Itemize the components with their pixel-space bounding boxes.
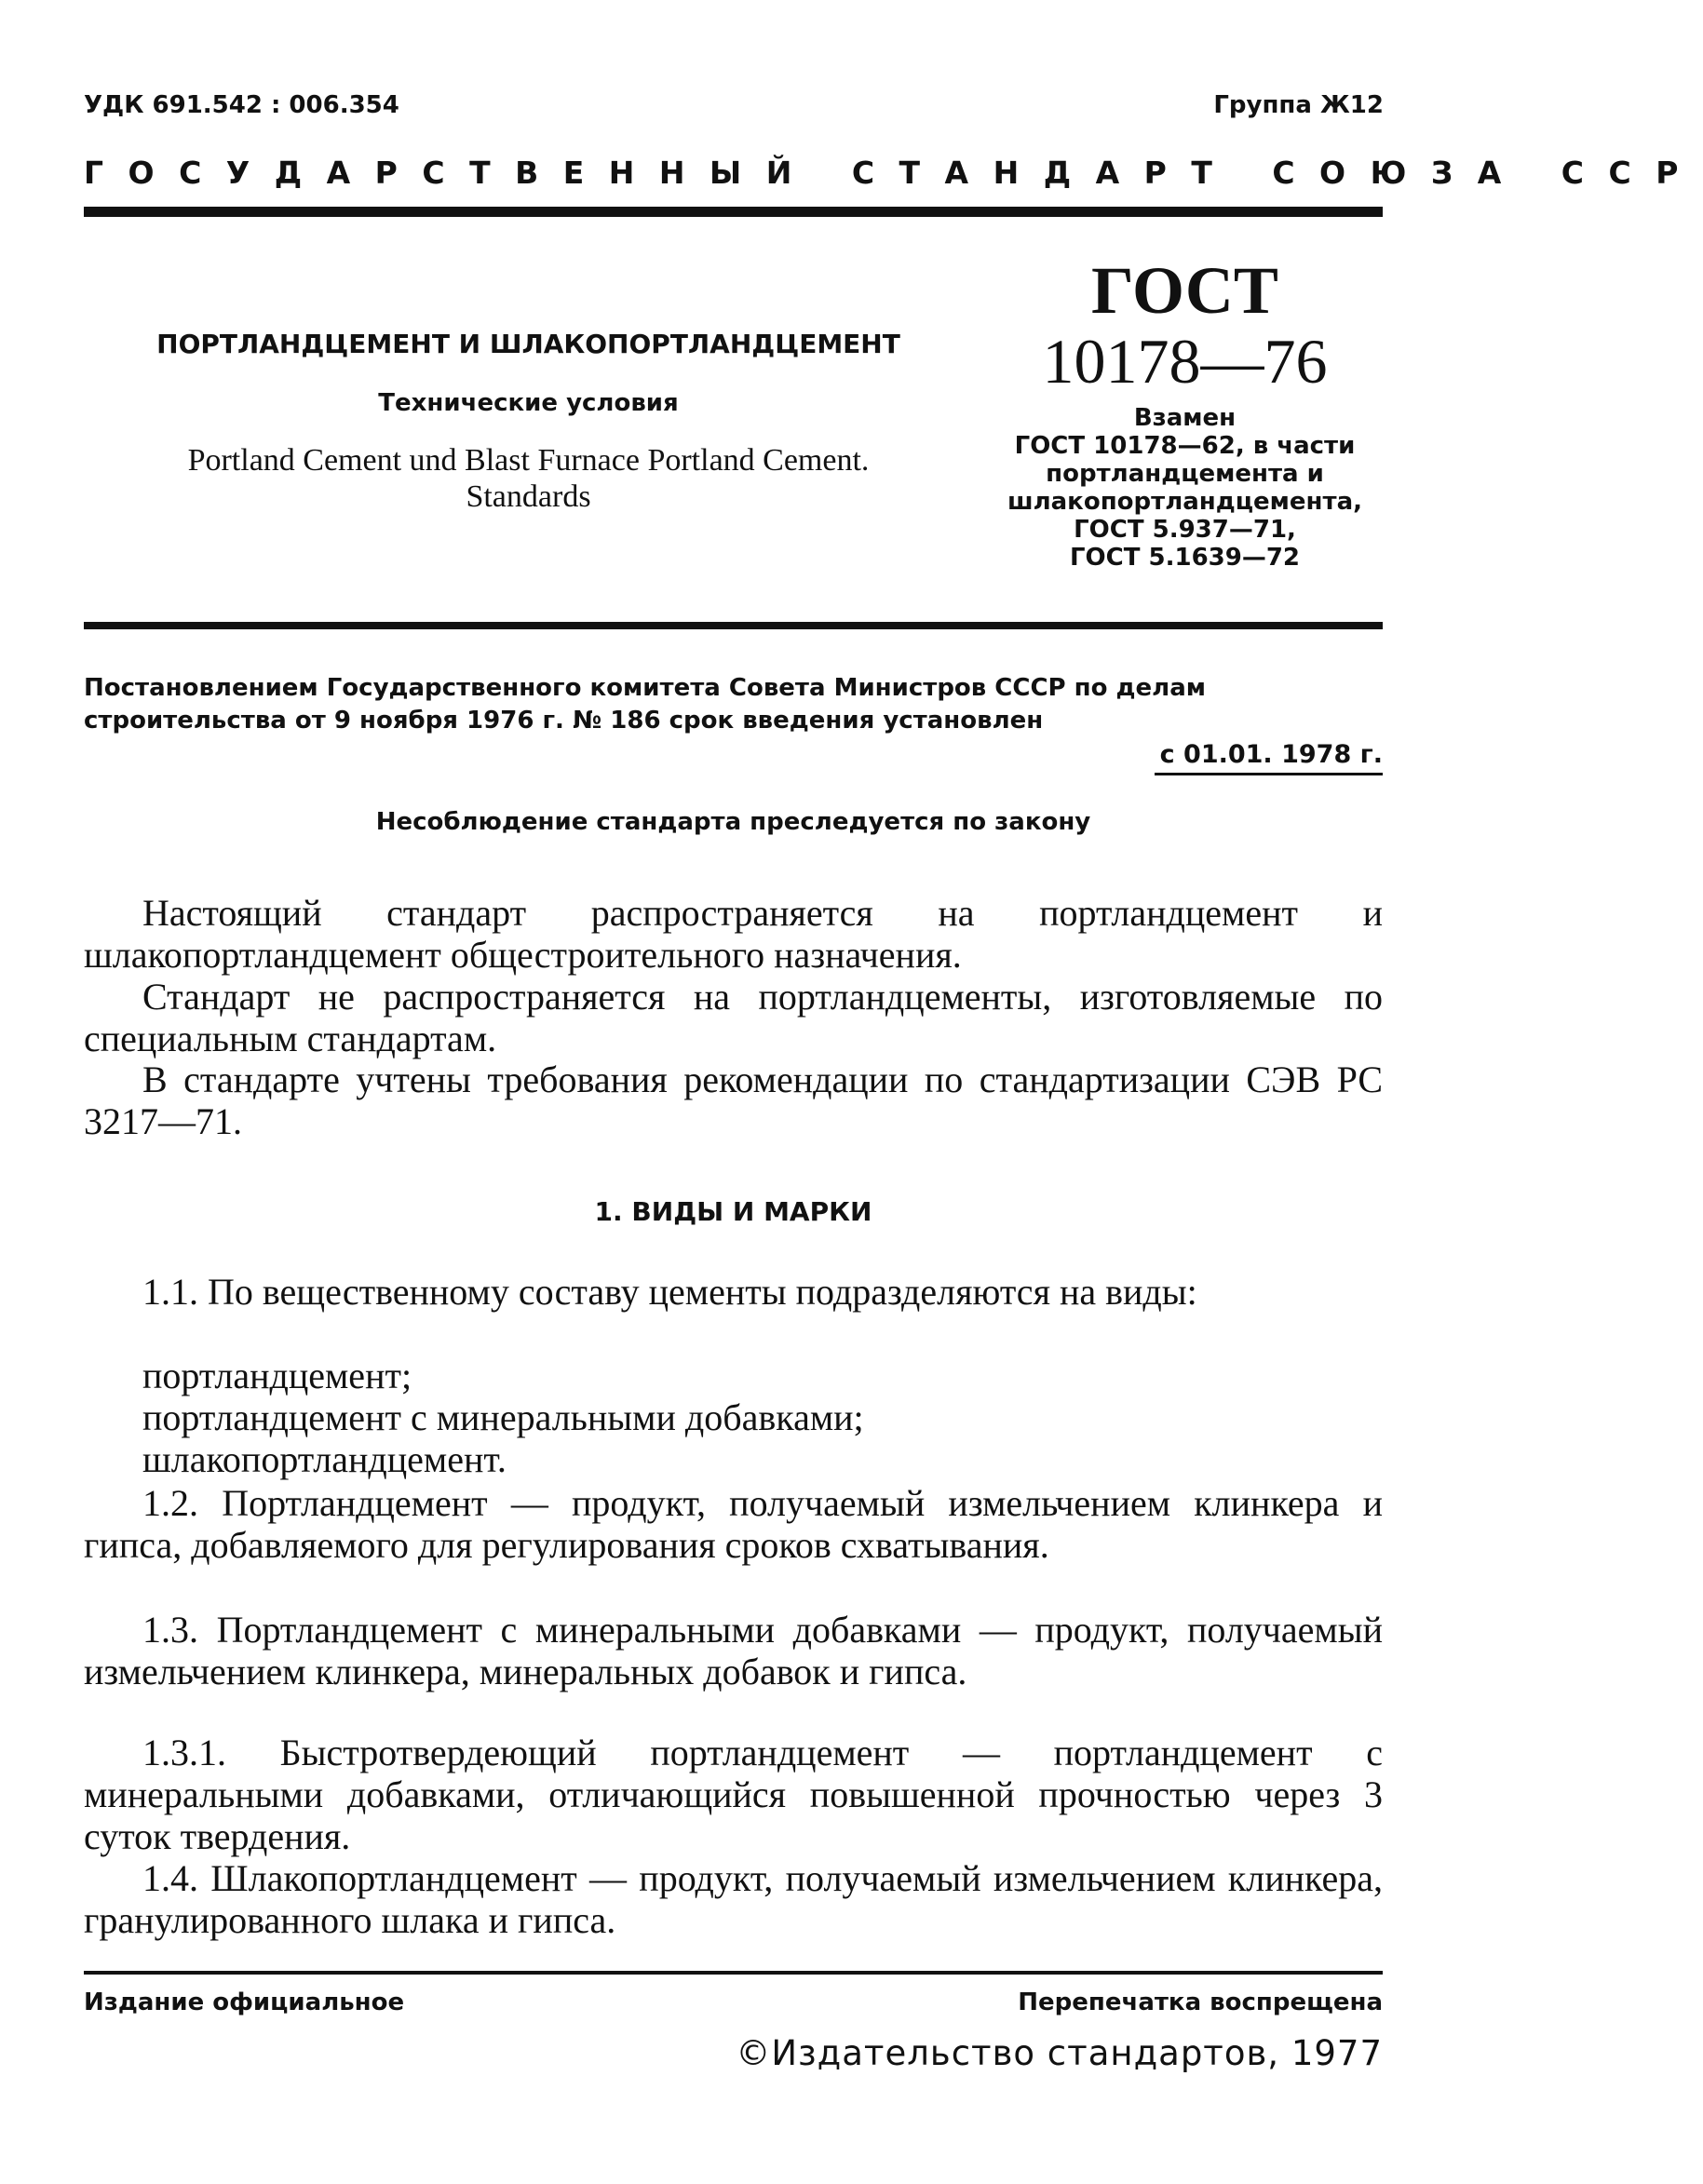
top-thick-rule [84, 207, 1383, 217]
document-subtitle: Технические условия [378, 389, 679, 417]
reprint-notice: Перепечатка воспрещена [1018, 1989, 1383, 2016]
decree-line: Постановлением Государственного комитета Совета Министров СССР по делам [84, 674, 1207, 702]
replaces-line: шлакопортландцемента, [1007, 488, 1362, 516]
replaces-line: ГОСТ 10178—62, в части [1014, 432, 1356, 460]
decree-line: строительства от 9 ноября 1976 г. № 186 срок введения установлен [84, 707, 1044, 735]
decree-text [84, 672, 1383, 737]
gost-number: 10178—76 [1042, 326, 1328, 397]
footer-rule [84, 1971, 1383, 1975]
udk-code: УДК 691.542 : 006.354 [84, 91, 399, 119]
replaces-line: портландцемента и [1046, 460, 1324, 488]
intro-paragraph-1: Настоящий стандарт распространяется на портландцемент и шлакопортландцемент общестроительного назначения. [84, 892, 1383, 976]
official-edition: Издание официальное [84, 1989, 405, 2016]
clause-1-4: 1.4. Шлакопортландцемент — продукт, получаемый измельчением клинкера, гранулированного шлака и гипса. [84, 1857, 1383, 1941]
document-title: ПОРТЛАНДЦЕМЕНТ И ШЛАКОПОРТЛАНДЦЕМЕНТ [156, 329, 900, 359]
group-code: Группа Ж12 [1213, 91, 1384, 119]
gost-label: ГОСТ [1091, 253, 1278, 328]
list-item: портландцемент с минеральными добавками; [142, 1396, 864, 1438]
list-item: портландцемент; [142, 1355, 412, 1396]
legal-warning: Несоблюдение стандарта преследуется по закону [375, 808, 1091, 836]
effective-date: с 01.01. 1978 г. [1155, 740, 1383, 775]
section-1-heading: 1. ВИДЫ И МАРКИ [594, 1196, 872, 1227]
title-bottom-rule [84, 622, 1383, 629]
publisher-copyright: ©Издательство стандартов, 1977 [736, 2033, 1383, 2073]
replaces-line: ГОСТ 5.1639—72 [1069, 544, 1301, 572]
clause-1-3: 1.3. Портландцемент с минеральными добавками — продукт, получаемый измельчением клинкера, минеральных добавок и гипса. [84, 1609, 1383, 1692]
clause-1-3-1: 1.3.1. Быстротвердеющий портландцемент — портландцемент с минеральными добавками, отличающийся повышенной прочностью через 3 суток твердения. [84, 1732, 1383, 1857]
english-title-line: Standards [466, 479, 591, 514]
state-standard-banner: ГОСУДАРСТВЕННЫЙ СТАНДАРТ СОЮЗА ССР [84, 155, 1703, 191]
replaces-label: Взамен [1133, 404, 1237, 432]
replaces-block [987, 404, 1383, 572]
intro-paragraph-3: В стандарте учтены требования рекомендации по стандартизации СЭВ РС 3217—71. [84, 1058, 1383, 1142]
english-title [84, 442, 973, 515]
replaces-line: ГОСТ 5.937—71, [1074, 516, 1296, 544]
intro-paragraph-2: Стандарт не распространяется на портландцементы, изготовляемые по специальным стандартам. [84, 976, 1383, 1059]
clause-1-2: 1.2. Портландцемент — продукт, получаемый измельчением клинкера и гипса, добавляемого для регулирования сроков схватывания. [84, 1482, 1383, 1566]
clause-1-1: 1.1. По вещественному составу цементы подразделяются на виды: [142, 1271, 1197, 1313]
list-item: шлакопортландцемент. [142, 1438, 507, 1480]
english-title-line: Portland Cement und Blast Furnace Portland Cement. [187, 443, 870, 478]
